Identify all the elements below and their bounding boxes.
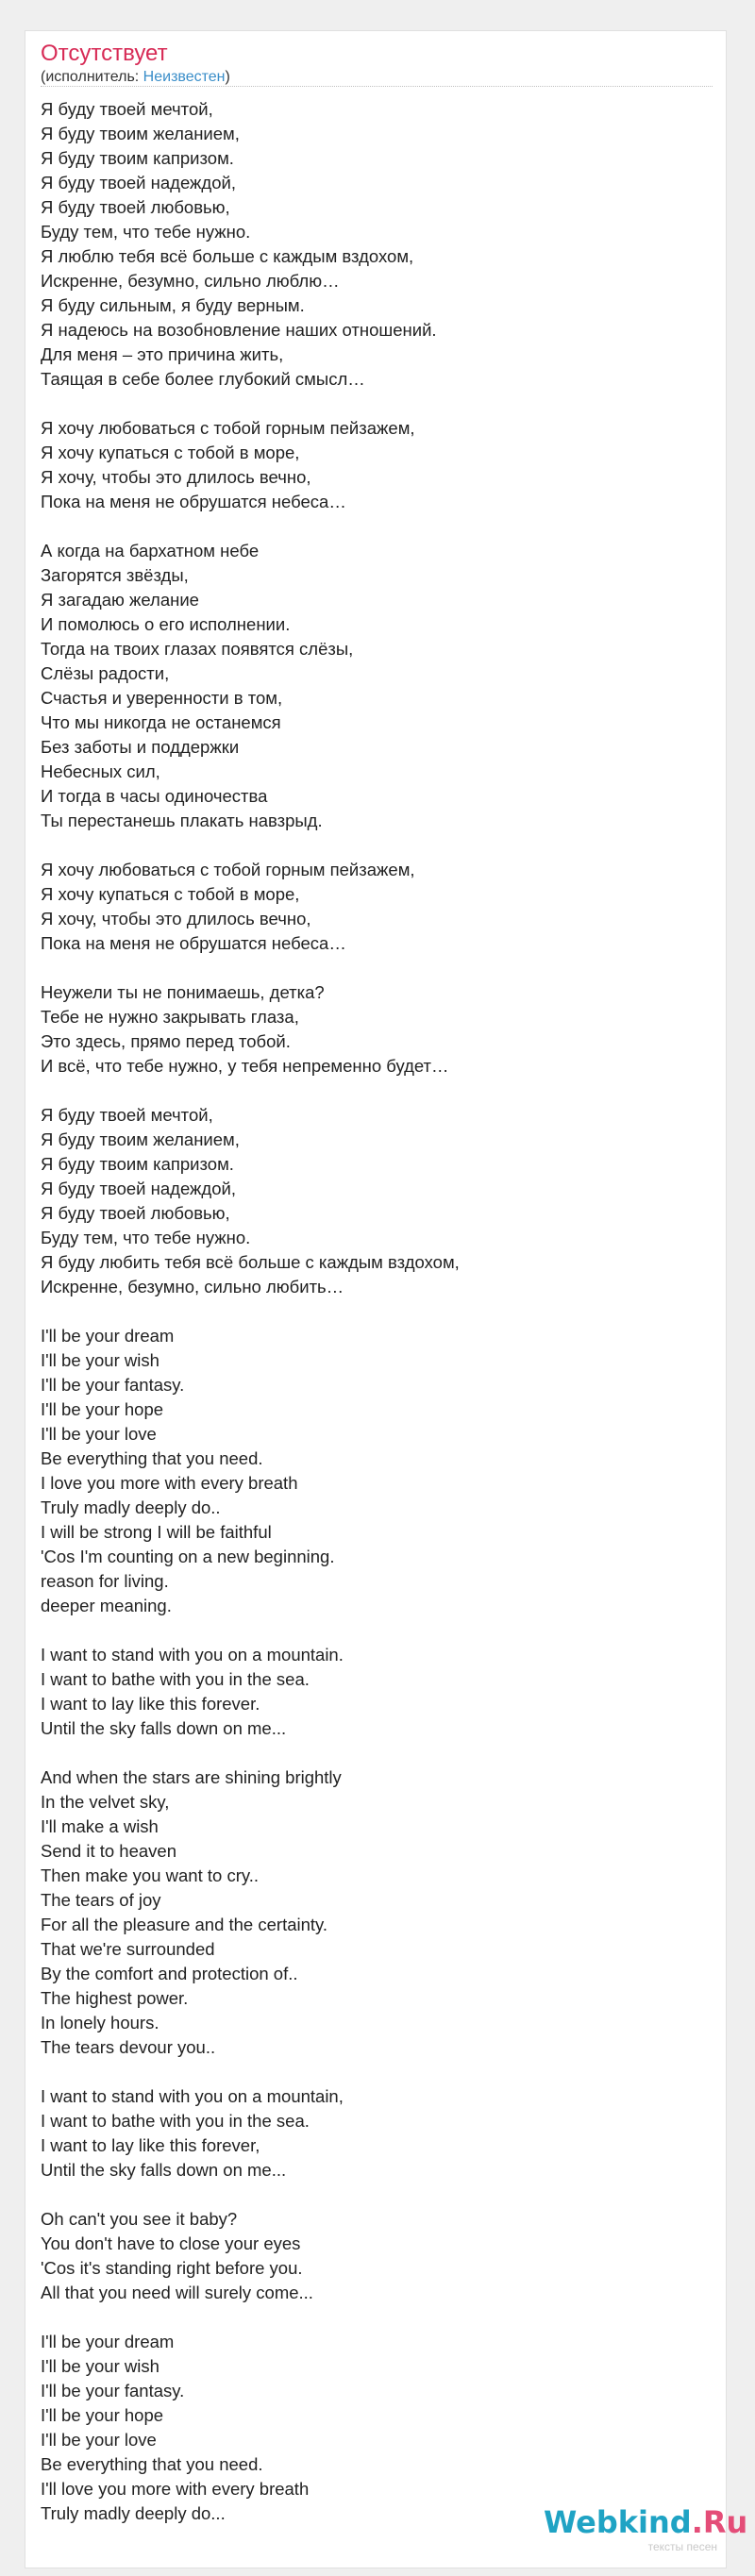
- lyrics-line: The tears of joy: [41, 1890, 161, 1910]
- lyrics-line: Send it to heaven: [41, 1841, 176, 1861]
- lyrics-line: Truly madly deeply do...: [41, 2503, 226, 2523]
- logo-tagline: тексты песен: [647, 2540, 717, 2553]
- lyrics-line: Ты перестанешь плакать навзрыд.: [41, 811, 323, 830]
- lyrics-line: Я хочу любоваться с тобой горным пейзажем,: [41, 418, 415, 438]
- lyrics-line: 'Cos I'm counting on a new beginning.: [41, 1547, 335, 1566]
- lyrics-line: Я буду твоей надеждой,: [41, 173, 236, 192]
- lyrics-stanza: [41, 2330, 713, 2526]
- lyrics-line: Oh can't you see it baby?: [41, 2209, 238, 2229]
- lyrics-line: Буду тем, что тебе нужно.: [41, 222, 251, 242]
- lyrics-card: [25, 30, 727, 2568]
- lyrics-line: Be everything that you need.: [41, 1448, 263, 1468]
- lyrics-line: In lonely hours.: [41, 2013, 159, 2032]
- lyrics-line: И помолюсь о его исполнении.: [41, 614, 291, 634]
- lyrics-stanza: [41, 1324, 713, 1618]
- logo-tld: .Ru: [691, 2504, 748, 2540]
- lyrics-line: Таящая в себе более глубокий смысл…: [41, 369, 365, 389]
- lyrics-line: Слёзы радости,: [41, 663, 170, 683]
- lyrics-line: Искренне, безумно, сильно люблю…: [41, 271, 340, 291]
- lyrics-stanza: [41, 1765, 713, 2060]
- lyrics-line: А когда на бархатном небе: [41, 541, 260, 560]
- lyrics-stanza: [41, 980, 713, 1079]
- lyrics-line: The highest power.: [41, 1988, 189, 2008]
- lyrics-line: I'll be your dream: [41, 2332, 175, 2351]
- lyrics-line: Что мы никогда не останемся: [41, 712, 281, 732]
- lyrics-line: Искренне, безумно, сильно любить…: [41, 1277, 344, 1296]
- lyrics-stanza: [41, 1643, 713, 1741]
- lyrics-line: Be everything that you need.: [41, 2454, 263, 2474]
- lyrics-line: Для меня – это причина жить,: [41, 344, 284, 364]
- lyrics-line: Я люблю тебя всё больше с каждым вздохом,: [41, 246, 414, 266]
- lyrics-stanza: [41, 97, 713, 392]
- lyrics-line: You don't have to close your eyes: [41, 2233, 301, 2253]
- title-divider: [41, 86, 713, 87]
- lyrics-line: Я буду твоим желанием,: [41, 1129, 240, 1149]
- lyrics-line: И тогда в часы одиночества: [41, 786, 268, 806]
- lyrics-stanza: [41, 858, 713, 956]
- lyrics-line: Я буду любить тебя всё больше с каждым вздохом,: [41, 1252, 460, 1272]
- lyrics-stanza: [41, 416, 713, 514]
- lyrics-line: Until the sky falls down on me...: [41, 1718, 287, 1738]
- lyrics-line: I want to stand with you on a mountain.: [41, 1645, 344, 1664]
- lyrics-line: deeper meaning.: [41, 1596, 172, 1615]
- webkind-logo[interactable]: [544, 2504, 748, 2540]
- lyrics-line: I'll be your wish: [41, 1350, 159, 1370]
- lyrics-line: Я хочу, чтобы это длилось вечно,: [41, 467, 311, 487]
- lyrics-line: By the comfort and protection of..: [41, 1964, 298, 1983]
- lyrics-line: Буду тем, что тебе нужно.: [41, 1228, 251, 1247]
- artist-line: [41, 69, 230, 86]
- lyrics-line: Счастья и уверенности в том,: [41, 688, 283, 708]
- lyrics-stanza: [41, 2084, 713, 2183]
- lyrics-line: Я хочу купаться с тобой в море,: [41, 884, 300, 904]
- lyrics-line: Я буду твоим желанием,: [41, 124, 240, 143]
- lyrics-line: I'll be your dream: [41, 1326, 175, 1346]
- artist-link[interactable]: Неизвестен: [143, 69, 226, 85]
- lyrics-line: I want to lay like this forever.: [41, 1694, 260, 1714]
- lyrics-line: The tears devour you..: [41, 2037, 216, 2057]
- lyrics-stanza: [41, 539, 713, 833]
- lyrics-line: Я буду твоей мечтой,: [41, 99, 213, 119]
- lyrics-line: I'll make a wish: [41, 1816, 159, 1836]
- lyrics-line: I'll be your wish: [41, 2356, 159, 2376]
- lyrics-line: I'll be your fantasy.: [41, 1375, 185, 1395]
- lyrics-line: И всё, что тебе нужно, у тебя непременно будет…: [41, 1056, 449, 1076]
- lyrics-line: All that you need will surely come...: [41, 2283, 313, 2302]
- lyrics-line: Я буду твоей любовью,: [41, 197, 230, 217]
- lyrics-line: Я буду твоей любовью,: [41, 1203, 230, 1223]
- lyrics-line: I will be strong I will be faithful: [41, 1522, 272, 1542]
- lyrics-stanza: [41, 2207, 713, 2305]
- lyrics-line: In the velvet sky,: [41, 1792, 170, 1812]
- lyrics-line: Это здесь, прямо перед тобой.: [41, 1031, 291, 1051]
- artist-suffix: ): [225, 69, 230, 85]
- lyrics-line: I'll be your fantasy.: [41, 2381, 185, 2400]
- lyrics-line: Тогда на твоих глазах появятся слёзы,: [41, 639, 354, 659]
- lyrics-line: Я хочу, чтобы это длилось вечно,: [41, 909, 311, 928]
- lyrics-line: Небесных сил,: [41, 761, 160, 781]
- lyrics-line: 'Cos it's standing right before you.: [41, 2258, 303, 2278]
- lyrics-text: [41, 97, 713, 2526]
- lyrics-line: Truly madly deeply do..: [41, 1497, 221, 1517]
- lyrics-line: Пока на меня не обрушатся небеса…: [41, 933, 346, 953]
- lyrics-line: I want to lay like this forever,: [41, 2135, 260, 2155]
- lyrics-line: I'll be your love: [41, 1424, 157, 1444]
- lyrics-line: Я буду твоей мечтой,: [41, 1105, 213, 1125]
- lyrics-line: Я буду твоей надеждой,: [41, 1179, 236, 1198]
- lyrics-line: And when the stars are shining brightly: [41, 1767, 342, 1787]
- lyrics-line: Я хочу любоваться с тобой горным пейзажем,: [41, 860, 415, 879]
- lyrics-line: I'll be your hope: [41, 2405, 164, 2425]
- lyrics-line: Then make you want to cry..: [41, 1865, 260, 1885]
- lyrics-line: For all the pleasure and the certainty.: [41, 1915, 328, 1934]
- lyrics-line: I'll be your hope: [41, 1399, 164, 1419]
- lyrics-line: I'll love you more with every breath: [41, 2479, 310, 2499]
- lyrics-line: Я надеюсь на возобновление наших отношений.: [41, 320, 437, 340]
- lyrics-line: Я буду твоим капризом.: [41, 148, 234, 168]
- lyrics-line: I'll be your love: [41, 2430, 157, 2450]
- lyrics-line: I want to bathe with you in the sea.: [41, 2111, 310, 2131]
- song-title: Отсутствует: [41, 41, 168, 66]
- logo-name: Webkind: [544, 2504, 692, 2540]
- lyrics-line: Я загадаю желание: [41, 590, 199, 610]
- lyrics-line: Загорятся звёзды,: [41, 565, 189, 585]
- lyrics-line: Тебе не нужно закрывать глаза,: [41, 1007, 299, 1027]
- lyrics-line: Без заботы и поддержки: [41, 737, 240, 757]
- lyrics-line: I want to stand with you on a mountain,: [41, 2086, 344, 2106]
- lyrics-line: I want to bathe with you in the sea.: [41, 1669, 310, 1689]
- lyrics-line: That we're surrounded: [41, 1939, 215, 1959]
- lyrics-line: Я буду сильным, я буду верным.: [41, 295, 305, 315]
- lyrics-stanza: [41, 1103, 713, 1299]
- lyrics-line: Пока на меня не обрушатся небеса…: [41, 492, 346, 511]
- lyrics-line: Неужели ты не понимаешь, детка?: [41, 982, 325, 1002]
- lyrics-line: Until the sky falls down on me...: [41, 2160, 287, 2180]
- artist-prefix: (исполнитель:: [41, 69, 143, 85]
- lyrics-line: reason for living.: [41, 1571, 169, 1591]
- lyrics-line: Я буду твоим капризом.: [41, 1154, 234, 1174]
- lyrics-line: I love you more with every breath: [41, 1473, 298, 1493]
- lyrics-line: Я хочу купаться с тобой в море,: [41, 443, 300, 462]
